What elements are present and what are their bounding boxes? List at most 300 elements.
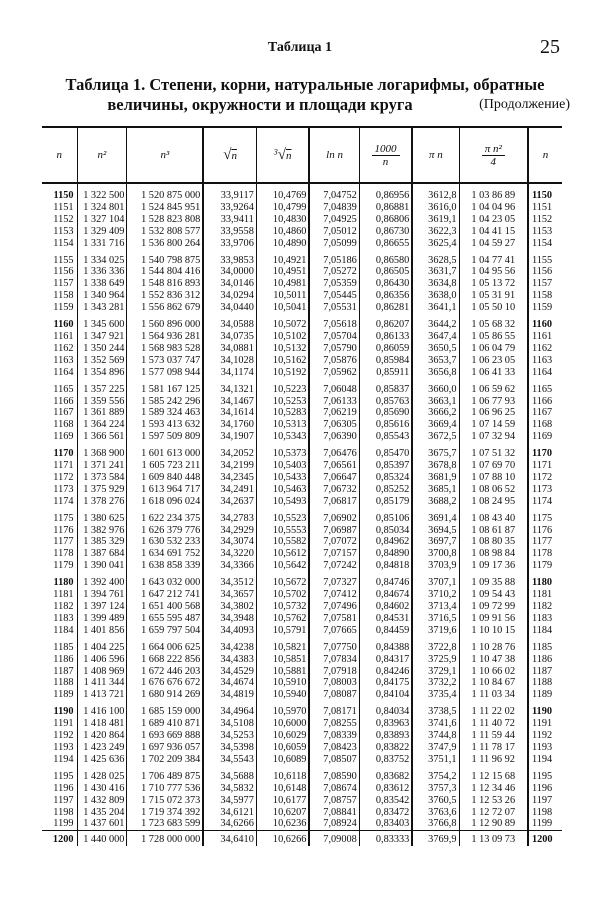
cell-sqrt: 34,0881 — [203, 343, 256, 355]
cell-cbrt: 10,5403 — [256, 460, 309, 472]
cell-area: 1 10 66 02 — [459, 666, 528, 678]
cell-cbrt: 10,4890 — [256, 238, 309, 250]
cell-area: 1 06 04 79 — [459, 343, 528, 355]
cell-n3: 1 581 167 125 — [127, 379, 203, 396]
cell-pin: 3757,3 — [412, 783, 459, 795]
cell-area: 1 06 96 25 — [459, 407, 528, 419]
table-row — [42, 730, 562, 742]
cell-n: 1193 — [528, 742, 562, 754]
cell-n: 1198 — [528, 807, 562, 819]
col-n-cubed: n³ — [127, 127, 203, 183]
cell-n: 1166 — [53, 395, 74, 407]
cell-ln: 7,08924 — [309, 818, 359, 830]
cell-pin: 3744,8 — [412, 730, 459, 742]
cell-n3: 1 668 222 856 — [127, 654, 203, 666]
cell-ln: 7,08423 — [309, 742, 359, 754]
cell-area: 1 08 98 84 — [459, 548, 528, 560]
cell-area: 1 06 59 62 — [459, 379, 528, 396]
cell-n: 1163 — [53, 354, 74, 366]
cell-area: 1 10 84 67 — [459, 677, 528, 689]
cell-cbrt: 10,4981 — [256, 278, 309, 290]
cell-n2: 1 352 569 — [77, 355, 127, 367]
cell-area: 1 12 53 26 — [459, 795, 528, 807]
cell-sqrt: 33,9264 — [203, 202, 256, 214]
cell-n: 1187 — [53, 665, 74, 677]
table-row — [42, 818, 562, 830]
cell-inv: 0,85616 — [359, 419, 412, 431]
table-row — [42, 266, 562, 278]
cell-sqrt: 34,1028 — [203, 355, 256, 367]
cell-ln: 7,06048 — [309, 379, 359, 396]
cell-sqrt: 34,0735 — [203, 331, 256, 343]
table-row — [42, 443, 562, 460]
cell-area: 1 07 14 59 — [459, 419, 528, 431]
cell-n3: 1 589 324 463 — [127, 407, 203, 419]
page-header — [0, 36, 600, 60]
cell-area: 1 08 06 52 — [459, 484, 528, 496]
cell-inv: 0,83542 — [359, 795, 412, 807]
cell-ln: 7,06647 — [309, 472, 359, 484]
cell-inv: 0,86356 — [359, 290, 412, 302]
cell-n: 1189 — [528, 689, 562, 701]
cell-n: 1166 — [528, 396, 562, 408]
sqrt-icon: √ — [223, 146, 232, 163]
cell-inv: 0,85324 — [359, 472, 412, 484]
col-cube-root: $^3$√n — [256, 127, 309, 183]
cell-inv: 0,84034 — [359, 701, 412, 718]
cell-cbrt: 10,5192 — [256, 367, 309, 379]
cell-n: 1196 — [53, 782, 74, 794]
cell-n3: 1 544 804 416 — [127, 266, 203, 278]
cell-n: 1169 — [528, 431, 562, 443]
cell-ln: 7,07665 — [309, 625, 359, 637]
cell-n2: 1 338 649 — [77, 278, 127, 290]
cell-pin: 3713,4 — [412, 601, 459, 613]
cell-n2: 1 390 041 — [77, 560, 127, 572]
cell-inv: 0,84746 — [359, 572, 412, 589]
cell-ln: 7,07918 — [309, 666, 359, 678]
cell-sqrt: 34,2345 — [203, 472, 256, 484]
cell-area: 1 09 54 43 — [459, 589, 528, 601]
cell-area: 1 11 96 92 — [459, 754, 528, 766]
cell-inv: 0,85034 — [359, 525, 412, 537]
cell-n3: 1 552 836 312 — [127, 290, 203, 302]
cell-ln: 7,08757 — [309, 795, 359, 807]
cell-area: 1 06 41 33 — [459, 367, 528, 379]
cell-area: 1 11 22 02 — [459, 701, 528, 718]
cell-n: 1168 — [528, 419, 562, 431]
cell-n2: 1 428 025 — [77, 766, 127, 783]
cell-n: 1191 — [528, 718, 562, 730]
cell-inv: 0,85911 — [359, 367, 412, 379]
cell-area: 1 04 77 41 — [459, 250, 528, 267]
cell-n3: 1 719 374 392 — [127, 807, 203, 819]
cell-sqrt: 34,6410 — [203, 831, 256, 846]
cell-pin: 3653,7 — [412, 355, 459, 367]
cell-n: 1178 — [528, 548, 562, 560]
cell-n: 1153 — [53, 225, 74, 237]
cell-n: 1154 — [528, 238, 562, 250]
cell-n: 1155 — [528, 250, 562, 267]
cell-ln: 7,05876 — [309, 355, 359, 367]
cell-pin: 3694,5 — [412, 525, 459, 537]
cell-n3: 1 573 037 747 — [127, 355, 203, 367]
cell-ln: 7,08255 — [309, 718, 359, 730]
cell-sqrt: 34,5543 — [203, 754, 256, 766]
cell-n2: 1 368 900 — [77, 443, 127, 460]
table-row — [42, 407, 562, 419]
cell-n3: 1 634 691 752 — [127, 548, 203, 560]
cell-cbrt: 10,6118 — [256, 766, 309, 783]
cell-n3: 1 560 896 000 — [127, 314, 203, 331]
cell-inv: 0,85106 — [359, 508, 412, 525]
cell-n2: 1 413 721 — [77, 689, 127, 701]
table-title — [40, 75, 570, 115]
cell-n: 1155 — [53, 254, 74, 266]
cell-sqrt: 34,5977 — [203, 795, 256, 807]
table-row — [42, 226, 562, 238]
table-row — [42, 183, 562, 202]
cell-sqrt: 34,4529 — [203, 666, 256, 678]
cell-n3: 1 706 489 875 — [127, 766, 203, 783]
cell-n2: 1 336 336 — [77, 266, 127, 278]
cell-sqrt: 34,4238 — [203, 637, 256, 654]
cell-n2: 1 340 964 — [77, 290, 127, 302]
cell-n: 1192 — [528, 730, 562, 742]
cell-n3: 1 651 400 568 — [127, 601, 203, 613]
cell-n3: 1 655 595 487 — [127, 613, 203, 625]
cell-inv: 0,85252 — [359, 484, 412, 496]
cell-n3: 1 564 936 281 — [127, 331, 203, 343]
cell-n2: 1 359 556 — [77, 396, 127, 408]
cell-n2: 1 425 636 — [77, 754, 127, 766]
cell-inv: 0,84962 — [359, 536, 412, 548]
cell-cbrt: 10,4830 — [256, 214, 309, 226]
cell-n: 1177 — [53, 536, 74, 548]
cell-n3: 1 520 875 000 — [127, 183, 203, 202]
cbrt-icon: √ — [277, 146, 286, 163]
table-row — [42, 718, 562, 730]
cell-n3: 1 728 000 000 — [127, 831, 203, 846]
cell-area: 1 08 61 87 — [459, 525, 528, 537]
cell-cbrt: 10,5041 — [256, 302, 309, 314]
cell-cbrt: 10,5881 — [256, 666, 309, 678]
cell-pin: 3738,5 — [412, 701, 459, 718]
table-row — [42, 754, 562, 766]
cell-cbrt: 10,5433 — [256, 472, 309, 484]
cell-sqrt: 34,1467 — [203, 396, 256, 408]
cell-n: 1151 — [53, 201, 74, 213]
cell-pin: 3638,0 — [412, 290, 459, 302]
cell-pin: 3729,1 — [412, 666, 459, 678]
cell-n2: 1 399 489 — [77, 613, 127, 625]
table-row — [42, 766, 562, 783]
table-row — [42, 548, 562, 560]
cell-sqrt: 34,4093 — [203, 625, 256, 637]
cell-n: 1173 — [53, 483, 74, 495]
cell-n3: 1 532 808 577 — [127, 226, 203, 238]
cell-inv: 0,85690 — [359, 407, 412, 419]
cell-n2: 1 392 400 — [77, 572, 127, 589]
cell-n: 1197 — [528, 795, 562, 807]
cell-n2: 1 329 409 — [77, 226, 127, 238]
cell-n: 1179 — [528, 560, 562, 572]
table-row — [42, 278, 562, 290]
cell-sqrt: 34,4674 — [203, 677, 256, 689]
cell-n: 1179 — [53, 560, 74, 572]
cell-ln: 7,05099 — [309, 238, 359, 250]
cell-n2: 1 382 976 — [77, 525, 127, 537]
cell-n: 1181 — [53, 589, 74, 601]
table-row — [42, 202, 562, 214]
cell-area: 1 05 68 32 — [459, 314, 528, 331]
cell-n: 1195 — [528, 766, 562, 783]
cell-ln: 7,05272 — [309, 266, 359, 278]
table-row — [42, 654, 562, 666]
col-circumference: π n — [412, 127, 459, 183]
cell-n: 1152 — [528, 214, 562, 226]
cell-sqrt: 34,3657 — [203, 589, 256, 601]
cell-n: 1157 — [53, 278, 74, 290]
cell-n3: 1 630 532 233 — [127, 536, 203, 548]
cell-ln: 7,08590 — [309, 766, 359, 783]
cell-inv: 0,85984 — [359, 355, 412, 367]
cell-ln: 7,06732 — [309, 484, 359, 496]
cell-sqrt: 33,9411 — [203, 214, 256, 226]
cell-n: 1187 — [528, 666, 562, 678]
col-area: $\frac{\text{π n²}}{4}$ — [459, 127, 528, 183]
cell-ln: 7,07834 — [309, 654, 359, 666]
cell-area: 1 07 69 70 — [459, 460, 528, 472]
cell-n: 1185 — [528, 637, 562, 654]
cell-cbrt: 10,5732 — [256, 601, 309, 613]
cell-inv: 0,84531 — [359, 613, 412, 625]
cell-pin: 3697,7 — [412, 536, 459, 548]
cell-n: 1174 — [528, 496, 562, 508]
table-row — [42, 355, 562, 367]
cell-cbrt: 10,5373 — [256, 443, 309, 460]
cell-n: 1189 — [53, 689, 74, 701]
cell-area: 1 04 23 05 — [459, 214, 528, 226]
cell-cbrt: 10,4951 — [256, 266, 309, 278]
cell-n: 1159 — [528, 302, 562, 314]
cell-ln: 7,08171 — [309, 701, 359, 718]
table-row — [42, 807, 562, 819]
cell-n: 1188 — [53, 677, 74, 689]
cell-n2: 1 397 124 — [77, 601, 127, 613]
cell-sqrt: 34,1614 — [203, 407, 256, 419]
cell-cbrt: 10,6059 — [256, 742, 309, 754]
cell-sqrt: 34,3074 — [203, 536, 256, 548]
cell-inv: 0,84818 — [359, 560, 412, 572]
cell-n: 1198 — [53, 806, 74, 818]
cell-cbrt: 10,6148 — [256, 783, 309, 795]
cell-n2: 1 411 344 — [77, 677, 127, 689]
cell-n: 1159 — [53, 302, 74, 314]
table-row — [42, 379, 562, 396]
cell-inv: 0,86133 — [359, 331, 412, 343]
cell-n: 1175 — [53, 512, 74, 524]
cell-pin: 3735,4 — [412, 689, 459, 701]
cell-sqrt: 34,0440 — [203, 302, 256, 314]
cell-ln: 7,06390 — [309, 431, 359, 443]
cell-n: 1158 — [53, 290, 74, 302]
cell-n2: 1 366 561 — [77, 431, 127, 443]
table-row — [42, 343, 562, 355]
cell-pin: 3763,6 — [412, 807, 459, 819]
cell-cbrt: 10,5612 — [256, 548, 309, 560]
table-row — [42, 484, 562, 496]
cell-n2: 1 347 921 — [77, 331, 127, 343]
math-table — [42, 126, 562, 846]
cell-ln: 7,06219 — [309, 407, 359, 419]
cell-n3: 1 613 964 717 — [127, 484, 203, 496]
table-row — [42, 238, 562, 250]
table-row — [42, 572, 562, 589]
cell-area: 1 05 50 10 — [459, 302, 528, 314]
cell-cbrt: 10,5313 — [256, 419, 309, 431]
cell-ln: 7,09008 — [309, 831, 359, 846]
cell-area: 1 10 28 76 — [459, 637, 528, 654]
cell-n3: 1 540 798 875 — [127, 250, 203, 267]
cell-area: 1 05 31 91 — [459, 290, 528, 302]
cell-n: 1158 — [528, 290, 562, 302]
table-row — [42, 637, 562, 654]
cell-n3: 1 702 209 384 — [127, 754, 203, 766]
cell-cbrt: 10,5642 — [256, 560, 309, 572]
cell-area: 1 12 15 68 — [459, 766, 528, 783]
cell-cbrt: 10,5672 — [256, 572, 309, 589]
col-reciprocal: $\frac{1000}{n}$ — [359, 127, 412, 183]
table-row — [42, 625, 562, 637]
cell-area: 1 08 43 40 — [459, 508, 528, 525]
cell-n: 1164 — [53, 366, 74, 378]
cell-cbrt: 10,5343 — [256, 431, 309, 443]
cell-n2: 1 394 761 — [77, 589, 127, 601]
cell-inv: 0,83752 — [359, 754, 412, 766]
cell-sqrt: 34,0588 — [203, 314, 256, 331]
cell-n2: 1 406 596 — [77, 654, 127, 666]
cell-sqrt: 34,6121 — [203, 807, 256, 819]
cell-ln: 7,05012 — [309, 226, 359, 238]
col-ln: ln n — [309, 127, 359, 183]
cell-inv: 0,86505 — [359, 266, 412, 278]
cell-cbrt: 10,5702 — [256, 589, 309, 601]
cell-sqrt: 34,5832 — [203, 783, 256, 795]
cell-n: 1182 — [528, 601, 562, 613]
cell-n3: 1 609 840 448 — [127, 472, 203, 484]
cell-inv: 0,83682 — [359, 766, 412, 783]
cell-n3: 1 622 234 375 — [127, 508, 203, 525]
cell-n3: 1 672 446 203 — [127, 666, 203, 678]
cell-sqrt: 34,1907 — [203, 431, 256, 443]
cell-pin: 3669,4 — [412, 419, 459, 431]
cell-cbrt: 10,5851 — [256, 654, 309, 666]
table-row — [42, 396, 562, 408]
cell-area: 1 06 23 05 — [459, 355, 528, 367]
cell-inv: 0,83822 — [359, 742, 412, 754]
cell-ln: 7,04925 — [309, 214, 359, 226]
cell-n: 1161 — [53, 330, 74, 342]
table-row — [42, 496, 562, 508]
cell-n: 1183 — [528, 613, 562, 625]
cell-n3: 1 685 159 000 — [127, 701, 203, 718]
cell-n: 1162 — [528, 343, 562, 355]
cell-n: 1190 — [528, 701, 562, 718]
cell-pin: 3722,8 — [412, 637, 459, 654]
cell-sqrt: 34,1174 — [203, 367, 256, 379]
cell-cbrt: 10,6266 — [256, 831, 309, 846]
title-line-2: величины, окружности и площади круга — [107, 95, 413, 114]
cell-n2: 1 357 225 — [77, 379, 127, 396]
cell-n: 1176 — [528, 525, 562, 537]
cell-pin: 3716,5 — [412, 613, 459, 625]
cell-sqrt: 33,9706 — [203, 238, 256, 250]
cell-n2: 1 432 809 — [77, 795, 127, 807]
cell-sqrt: 34,3366 — [203, 560, 256, 572]
cell-cbrt: 10,5132 — [256, 343, 309, 355]
cell-pin: 3700,8 — [412, 548, 459, 560]
cell-n: 1160 — [53, 319, 74, 331]
cell-n2: 1 430 416 — [77, 783, 127, 795]
cell-n3: 1 689 410 871 — [127, 718, 203, 730]
table-row — [42, 314, 562, 331]
cell-area: 1 04 95 56 — [459, 266, 528, 278]
table-row — [42, 290, 562, 302]
cell-sqrt: 33,9853 — [203, 250, 256, 267]
cell-n: 1174 — [53, 495, 74, 507]
table-row — [42, 536, 562, 548]
cell-inv: 0,86881 — [359, 202, 412, 214]
cell-n3: 1 680 914 269 — [127, 689, 203, 701]
cell-inv: 0,84317 — [359, 654, 412, 666]
cell-n2: 1 350 244 — [77, 343, 127, 355]
cell-n: 1175 — [528, 508, 562, 525]
cell-cbrt: 10,5072 — [256, 314, 309, 331]
cell-cbrt: 10,5102 — [256, 331, 309, 343]
cell-pin: 3725,9 — [412, 654, 459, 666]
cell-ln: 7,08841 — [309, 807, 359, 819]
table-row — [42, 214, 562, 226]
cell-inv: 0,83333 — [359, 831, 412, 846]
cell-ln: 7,08087 — [309, 689, 359, 701]
cell-cbrt: 10,5762 — [256, 613, 309, 625]
cell-cbrt: 10,4860 — [256, 226, 309, 238]
cell-inv: 0,85543 — [359, 431, 412, 443]
cell-cbrt: 10,5821 — [256, 637, 309, 654]
table-row — [42, 795, 562, 807]
table-row — [42, 460, 562, 472]
cell-sqrt: 33,9558 — [203, 226, 256, 238]
cell-n: 1171 — [53, 460, 74, 472]
cell-area: 1 12 90 89 — [459, 818, 528, 830]
cell-n2: 1 418 481 — [77, 718, 127, 730]
cell-n: 1194 — [53, 753, 74, 765]
cell-sqrt: 34,4819 — [203, 689, 256, 701]
cell-n3: 1 676 676 672 — [127, 677, 203, 689]
cell-n3: 1 638 858 339 — [127, 560, 203, 572]
cell-ln: 7,04752 — [309, 183, 359, 202]
cell-pin: 3710,2 — [412, 589, 459, 601]
cell-ln: 7,06476 — [309, 443, 359, 460]
cell-n: 1151 — [528, 202, 562, 214]
cell-cbrt: 10,5553 — [256, 525, 309, 537]
cell-ln: 7,05359 — [309, 278, 359, 290]
cell-pin: 3647,4 — [412, 331, 459, 343]
cell-pin: 3616,0 — [412, 202, 459, 214]
cell-n: 1193 — [53, 741, 74, 753]
cell-cbrt: 10,5970 — [256, 701, 309, 718]
